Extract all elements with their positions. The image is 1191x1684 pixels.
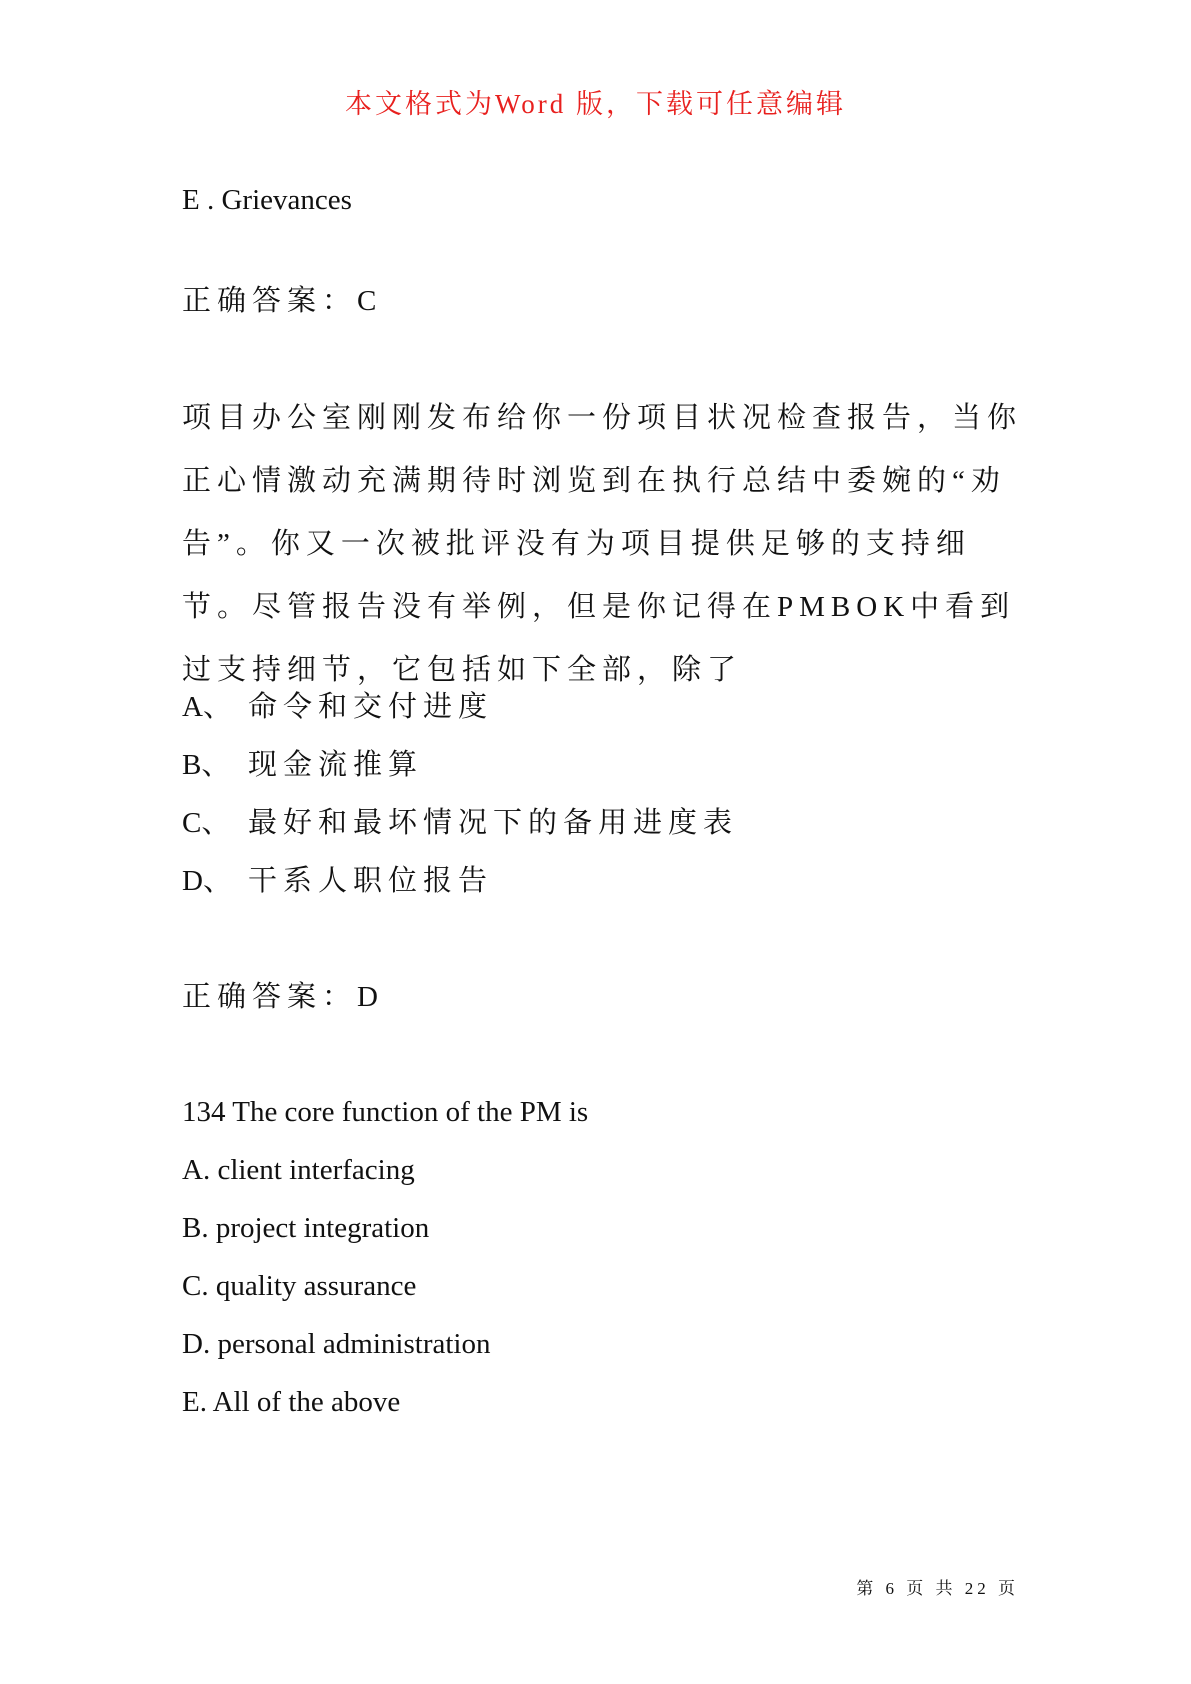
question-cn-option-a: [182, 689, 493, 725]
question-134-option-d: D. personal administration: [182, 1328, 491, 1360]
question-cn-answer: 正确答案：D: [182, 981, 384, 1013]
option-letter: C、: [182, 807, 231, 839]
question-134-option-c: C. quality assurance: [182, 1270, 417, 1302]
option-text: 现金流推算: [248, 749, 424, 781]
question-134-option-b: B. project integration: [182, 1212, 430, 1244]
prev-answer: 正确答案：C: [182, 285, 383, 317]
question-134-option-a: A. client interfacing: [182, 1154, 415, 1186]
question-cn-option-c: [182, 805, 738, 841]
question-cn-option-d: [182, 863, 493, 899]
option-text: 命令和交付进度: [248, 691, 494, 723]
option-text: 最好和最坏情况下的备用进度表: [248, 807, 739, 839]
option-letter: D、: [182, 865, 232, 897]
page-number: 第 6 页 共 22 页: [856, 1579, 1019, 1598]
option-letter: B、: [182, 749, 231, 781]
question-cn-stem: 项目办公室刚刚发布给你一份项目状况检查报告，当你正心情激动充满期待时浏览到在执行总结中委婉的“劝告”。你又一次被批评没有为项目提供足够的支持细节。尽管报告没有举例，但是你记得在PMBOK中看到过支持细节，它包括如下全部，除了: [182, 402, 1023, 686]
option-letter: A、: [182, 691, 232, 723]
format-notice: 本文格式为Word 版，下载可任意编辑: [344, 89, 847, 119]
prev-option-e: E . Grievances: [182, 184, 352, 216]
question-134-stem: 134 The core function of the PM is: [182, 1096, 589, 1128]
question-cn-option-b: [182, 747, 423, 783]
option-text: 干系人职位报告: [248, 865, 494, 897]
question-134-option-e: E. All of the above: [182, 1386, 401, 1418]
